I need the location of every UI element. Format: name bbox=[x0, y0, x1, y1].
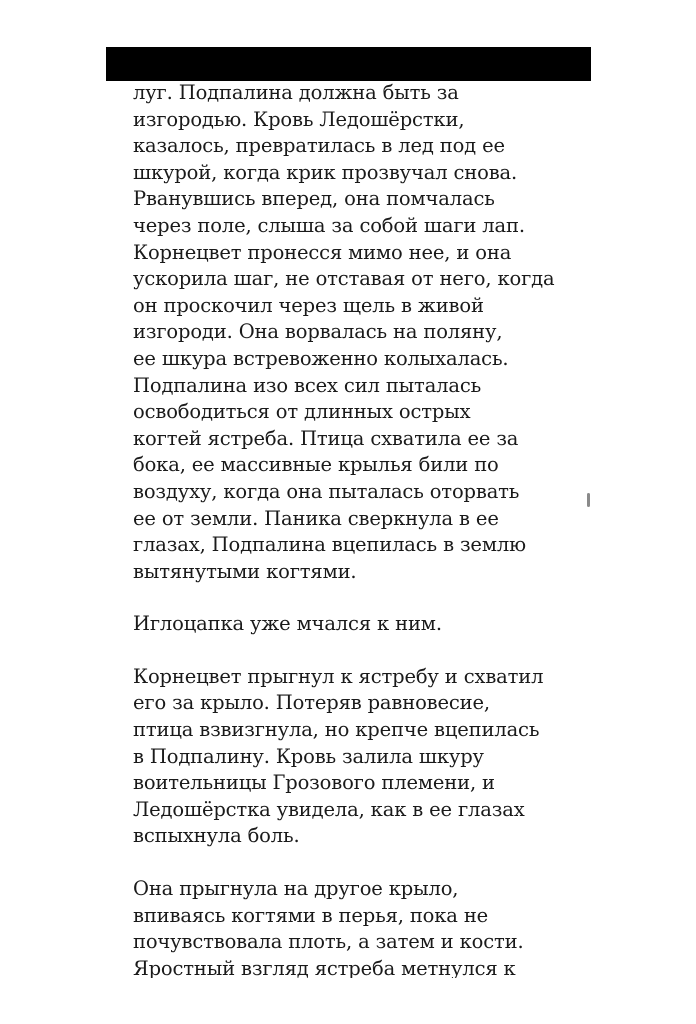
paragraph bbox=[133, 80, 573, 585]
text-line: освободиться от длинных острых bbox=[133, 400, 471, 424]
text-line: ее от земли. Паника сверкнула в ее bbox=[133, 506, 499, 530]
text-line: шкурой, когда крик прозвучал снова. bbox=[133, 160, 518, 184]
text-line: Она прыгнула на другое крыло, bbox=[133, 877, 459, 901]
text-line: воздуху, когда она пыталась оторвать bbox=[133, 479, 520, 503]
text-line: бока, ее массивные крылья били по bbox=[133, 453, 499, 477]
text-line: луг. Подпалина должна быть за bbox=[133, 81, 459, 104]
paragraph bbox=[133, 611, 573, 638]
text-line: Корнецвет пронесся мимо нее, и она bbox=[133, 240, 512, 264]
text-page[interactable] bbox=[133, 80, 573, 978]
text-line: вспыхнула боль. bbox=[133, 824, 300, 848]
text-line: ускорила шаг, не отставая от него, когда bbox=[133, 267, 555, 291]
text-line: изгородью. Кровь Ледошёрстки, bbox=[133, 107, 465, 131]
text-line: вытянутыми когтями. bbox=[133, 559, 357, 583]
paragraph bbox=[133, 664, 573, 850]
text-line: впиваясь когтями в перья, пока не bbox=[133, 903, 489, 927]
text-line: Яростный взгляд ястреба метнулся к bbox=[133, 956, 516, 978]
redacted-header-bar bbox=[106, 47, 591, 81]
text-line: Ледошёрстка увидела, как в ее глазах bbox=[133, 797, 525, 821]
text-line: он проскочил через щель в живой bbox=[133, 293, 484, 317]
text-line: изгороди. Она ворвалась на поляну, bbox=[133, 320, 503, 344]
text-line: когтей ястреба. Птица схватила ее за bbox=[133, 426, 519, 450]
text-line: ее шкура встревоженно колыхалась. bbox=[133, 346, 509, 370]
text-line: в Подпалину. Кровь залила шкуру bbox=[133, 744, 484, 768]
text-line: птица взвизгнула, но крепче вцепилась bbox=[133, 718, 540, 742]
text-line: глазах, Подпалина вцепилась в землю bbox=[133, 533, 526, 557]
text-line: через поле, слыша за собой шаги лап. bbox=[133, 213, 525, 237]
paragraph bbox=[133, 876, 573, 978]
text-line: Подпалина изо всех сил пыталась bbox=[133, 373, 482, 397]
text-line: казалось, превратилась в лед под ее bbox=[133, 134, 505, 158]
text-line: Иглоцапка уже мчался к ним. bbox=[133, 612, 442, 636]
text-line: Корнецвет прыгнул к ястребу и схватил bbox=[133, 664, 544, 688]
text-line: его за крыло. Потеряв равновесие, bbox=[133, 691, 490, 715]
text-line: Рванувшись вперед, она помчалась bbox=[133, 187, 495, 211]
text-line: почувствовала плоть, а затем и кости. bbox=[133, 930, 524, 954]
scroll-indicator[interactable] bbox=[587, 493, 590, 507]
text-line: воительницы Грозового племени, и bbox=[133, 771, 495, 795]
